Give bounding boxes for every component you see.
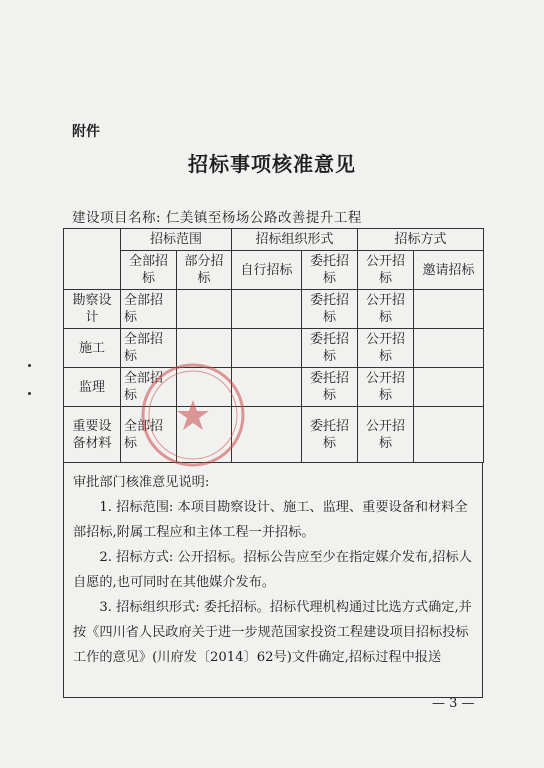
table-subheader-row xyxy=(64,251,484,290)
table-cell xyxy=(414,368,484,407)
approval-notes xyxy=(63,462,483,698)
table-cell xyxy=(414,329,484,368)
table-row xyxy=(64,290,484,329)
table-cell: 全部招标 xyxy=(121,290,177,329)
project-name: 建设项目名称: 仁美镇至杨场公路改善提升工程 xyxy=(72,210,362,226)
subheader-cell: 全部招标 xyxy=(121,251,177,290)
table-row xyxy=(64,407,484,463)
row-label: 监理 xyxy=(64,368,121,407)
corner-cell xyxy=(64,229,121,290)
subheader-cell: 部分招标 xyxy=(177,251,232,290)
table-cell xyxy=(414,407,484,463)
tender-table xyxy=(63,228,484,463)
table-cell: 全部招标 xyxy=(121,407,177,463)
row-label: 勘察设计 xyxy=(64,290,121,329)
table-cell: 委托招标 xyxy=(302,407,358,463)
subheader-cell: 自行招标 xyxy=(232,251,302,290)
attachment-label: 附件 xyxy=(72,124,100,140)
table-cell: 全部招标 xyxy=(121,368,177,407)
header-scope: 招标范围 xyxy=(121,229,232,251)
table-cell: 公开招标 xyxy=(358,368,414,407)
header-method: 招标方式 xyxy=(358,229,484,251)
approval-paragraph: 1. 招标范围: 本项目勘察设计、施工、监理、重要设备和材料全部招标,附属工程应和主体工程一并招标。 xyxy=(73,500,468,540)
table-header-row xyxy=(64,229,484,251)
table-cell: 委托招标 xyxy=(302,290,358,329)
table-cell xyxy=(177,290,232,329)
table-row xyxy=(64,329,484,368)
table-cell: 全部招标 xyxy=(121,329,177,368)
table-cell: 委托招标 xyxy=(302,329,358,368)
table-cell: 委托招标 xyxy=(302,368,358,407)
subheader-cell: 邀请招标 xyxy=(414,251,484,290)
margin-dot xyxy=(28,364,31,367)
table-cell: 公开招标 xyxy=(358,407,414,463)
row-label: 施工 xyxy=(64,329,121,368)
table-cell: 公开招标 xyxy=(358,329,414,368)
page-number: — 3 — xyxy=(432,696,475,711)
official-seal xyxy=(140,362,246,468)
header-organization: 招标组织形式 xyxy=(232,229,358,251)
table-cell xyxy=(414,290,484,329)
page-title: 招标事项核准意见 xyxy=(188,152,356,176)
subheader-cell: 公开招标 xyxy=(358,251,414,290)
row-label: 重要设备材料 xyxy=(64,407,121,463)
margin-dot xyxy=(28,392,31,395)
approval-paragraph: 2. 招标方式: 公开招标。招标公告应至少在指定媒介发布,招标人自愿的,也可同时在其他媒介发布。 xyxy=(73,550,472,590)
table-cell xyxy=(232,290,302,329)
table-row xyxy=(64,368,484,407)
approval-paragraph: 3. 招标组织形式: 委托招标。招标代理机构通过比选方式确定,并按《四川省人民政府关于进一步规范国家投资工程建设项目招标投标工作的意见》(川府发〔2014〕62号)文件确定,招标过程中报送 xyxy=(73,600,472,665)
subheader-cell: 委托招标 xyxy=(302,251,358,290)
approval-heading: 审批部门核准意见说明: xyxy=(73,475,210,490)
table-cell: 公开招标 xyxy=(358,290,414,329)
